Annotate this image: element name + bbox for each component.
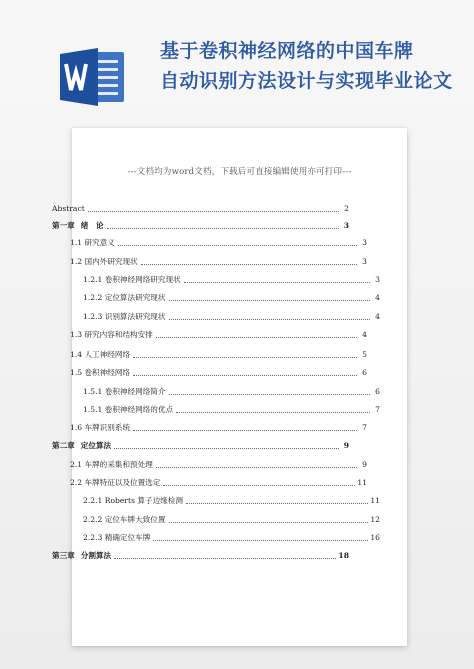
- toc-entry-number: 1.6: [70, 423, 85, 432]
- toc-leader-dots: [88, 211, 339, 212]
- toc-entry: [52, 437, 349, 451]
- toc-entry: [52, 529, 380, 543]
- toc-entry-title: 国内外研究现状: [84, 257, 138, 266]
- toc-entry-number: 2.2.2: [83, 515, 105, 524]
- toc-entry-title: Roberts 算子边缘检测: [104, 496, 183, 505]
- toc-leader-dots: [169, 394, 371, 395]
- toc-entry-number: 1.5: [70, 368, 85, 377]
- toc-leader-dots: [133, 357, 357, 358]
- toc-leader-dots: [176, 412, 370, 413]
- toc-leader-dots: [114, 448, 339, 449]
- toc-entry-number: 1.2.3: [83, 312, 105, 321]
- toc-entry: [52, 511, 380, 525]
- toc-entry-title: 分割算法: [80, 551, 112, 560]
- toc-entry-page: 4: [375, 293, 380, 302]
- toc-entry-page: 3: [375, 275, 380, 284]
- toc-entry: [52, 253, 367, 267]
- toc-entry: [52, 456, 367, 470]
- toc-entry-number: 1.2.1: [83, 275, 105, 284]
- toc-entry-title: 人工神经网络: [84, 350, 131, 359]
- toc-entry-page: 9: [343, 441, 349, 450]
- toc-entry-title: 定位算法: [80, 441, 112, 450]
- toc-entry-number: 2.2.3: [83, 533, 105, 542]
- toc-entry: [52, 364, 367, 378]
- toc-entry: [52, 346, 367, 360]
- toc-entry-title: 车牌的采集和预处理: [84, 460, 153, 469]
- toc-leader-dots: [141, 264, 357, 265]
- toc-entry-page: 12: [370, 515, 380, 524]
- toc-entry-title: 定位车牌大致位置: [104, 515, 166, 524]
- toc-leader-dots: [184, 282, 370, 283]
- toc-leader-dots: [156, 337, 357, 338]
- toc-entry: [52, 217, 349, 231]
- toc-entry-number: 1.5.1: [83, 387, 105, 396]
- toc-entry-title: 卷积神经网络研究现状: [104, 275, 181, 284]
- toc-entry-page: 3: [362, 257, 367, 266]
- toc-entry-number: 1.1: [70, 238, 85, 247]
- toc-entry-number: 第一章: [52, 221, 75, 230]
- page-title: [160, 36, 460, 96]
- title-line-2: 自动识别方法设计与实现毕业论文: [160, 70, 453, 92]
- toc-entry: [52, 234, 367, 248]
- title-line-1: 基于卷积神经网络的中国车牌: [160, 40, 414, 62]
- toc-entry: [52, 492, 380, 506]
- toc-entry: [52, 401, 380, 415]
- microsoft-word-icon: [60, 46, 126, 108]
- toc-leader-dots: [153, 540, 368, 541]
- toc-entry-number: 第二章: [52, 441, 75, 450]
- toc-entry-title: 研究内容和结构安排: [84, 330, 153, 339]
- toc-entry-title: 卷积神经网络简介: [104, 387, 166, 396]
- toc-leader-dots: [163, 485, 355, 486]
- toc-entry: [52, 383, 380, 397]
- toc-entry: [52, 289, 380, 303]
- toc-entry-title: 卷积神经网络: [84, 368, 131, 377]
- toc-entry: [52, 308, 380, 322]
- toc-entry-page: 3: [343, 221, 349, 230]
- toc-entry-page: 16: [370, 533, 380, 542]
- toc-entry-title: 绪 论: [80, 221, 104, 230]
- toc-entry-title: 车牌识别系统: [84, 423, 131, 432]
- toc-leader-dots: [169, 522, 369, 523]
- toc-entry-title: 识别算法研究现状: [104, 312, 166, 321]
- toc-entry-page: 3: [362, 238, 367, 247]
- toc-entry: [52, 200, 349, 214]
- toc-entry-page: 4: [362, 330, 367, 339]
- toc-entry-page: 7: [375, 405, 380, 414]
- toc-entry-page: 6: [362, 368, 367, 377]
- toc-entry: [52, 326, 367, 340]
- toc-leader-dots: [118, 245, 357, 246]
- toc-entry-page: 6: [375, 387, 380, 396]
- toc-entry-page: 11: [370, 496, 380, 505]
- toc-entry-title: Abstract: [52, 204, 85, 213]
- toc-entry-page: 4: [375, 312, 380, 321]
- toc-entry-number: 2.2.1: [83, 496, 105, 505]
- toc-entry-page: 11: [357, 478, 367, 487]
- toc-entry-title: 车牌特征以及位置选定: [84, 478, 161, 487]
- toc-entry: [52, 271, 380, 285]
- toc-entry-number: 1.5.1: [83, 405, 105, 414]
- toc-entry-number: 2.1: [70, 460, 85, 469]
- toc-entry-page: 2: [344, 204, 349, 213]
- document-banner: ---文档均为word文档，下载后可直接编辑使用亦可打印---: [127, 167, 352, 177]
- toc-entry-number: 1.2.2: [83, 293, 105, 302]
- toc-entry-page: 5: [362, 350, 367, 359]
- toc-leader-dots: [107, 228, 339, 229]
- toc-leader-dots: [186, 503, 368, 504]
- toc-leader-dots: [169, 319, 371, 320]
- toc-entry-page: 18: [338, 551, 349, 560]
- toc-leader-dots: [133, 430, 357, 431]
- toc-entry-number: 第三章: [52, 551, 75, 560]
- toc-entry-number: 1.4: [70, 350, 85, 359]
- toc-leader-dots: [114, 558, 336, 559]
- toc-leader-dots: [156, 467, 357, 468]
- toc-entry: [52, 419, 367, 433]
- toc-entry-number: 1.3: [70, 330, 85, 339]
- toc-entry: [52, 547, 349, 561]
- toc-entry-title: 卷积神经网络的优点: [104, 405, 174, 414]
- toc-entry-title: 定位算法研究现状: [104, 293, 166, 302]
- toc-entry-number: 1.2: [70, 257, 85, 266]
- toc-entry-title: 研究意义: [84, 238, 115, 247]
- toc-entry-title: 精确定位车牌: [104, 533, 151, 542]
- toc-leader-dots: [169, 300, 371, 301]
- toc-entry: [52, 474, 367, 488]
- toc-entry-number: 2.2: [70, 478, 85, 487]
- toc-leader-dots: [133, 375, 357, 376]
- toc-entry-page: 9: [362, 460, 367, 469]
- toc-entry-page: 7: [362, 423, 367, 432]
